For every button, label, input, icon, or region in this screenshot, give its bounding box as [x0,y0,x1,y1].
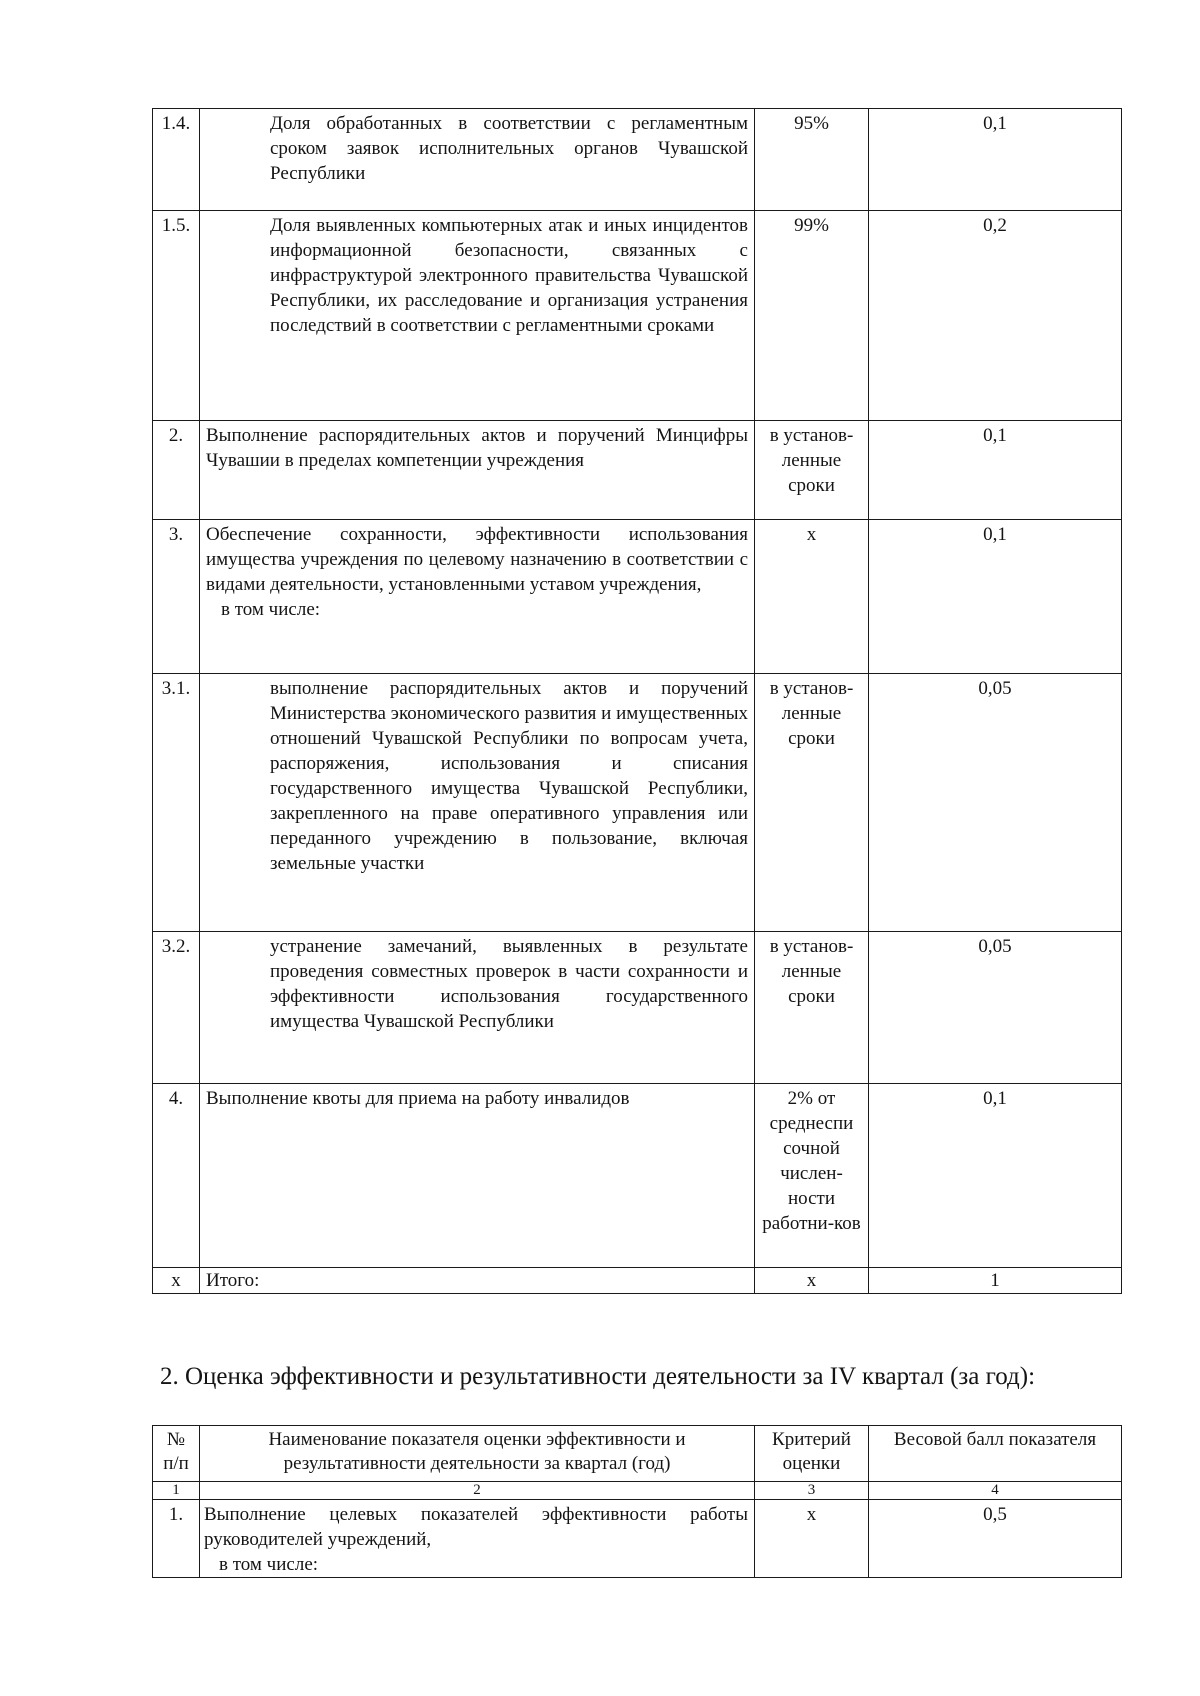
including-label: в том числе: [221,599,321,620]
indicator-name [200,1500,755,1578]
table-row [153,932,1122,1084]
weight-score: 0,2 [869,211,1122,421]
weight-score: 0,5 [869,1500,1122,1578]
indicator-name [200,520,755,674]
header-score: Весовой балл показателя [869,1426,1122,1482]
weight-score: 0,1 [869,109,1122,211]
row-number: 3.1. [153,674,200,932]
weight-score: 0,05 [869,932,1122,1084]
criterion: 95% [755,109,869,211]
section-heading: 2. Оценка эффективности и результативности деятельности за IV квартал (за год): [160,1363,1036,1390]
indicator-name: Доля выявленных компьютерных атак и иных инцидентов информационной безопасности, связанных с инфраструктурой электронного правительства Чувашской Республики, их расследование и организация устранения последствий в соответствии с регламентными сроками [200,211,755,421]
row-number: 3.2. [153,932,200,1084]
table-row [153,1500,1122,1578]
indicator-name: Доля обработанных в соответствии с регламентным сроком заявок исполнительных органов Чувашской Республики [200,109,755,211]
header-row [153,1426,1122,1482]
criterion: в установ-ленные сроки [755,932,869,1084]
header-name: Наименование показателя оценки эффективности и результативности деятельности за квартал (год) [200,1426,755,1482]
table-row [153,674,1122,932]
indicator-text: Обеспечение сохранности, эффективности использования имущества учреждения по целевому назначению в соответствии с видами деятельности, установленными уставом учреждения, [206,524,748,595]
weight-score: 0,05 [869,674,1122,932]
row-number: 3. [153,520,200,674]
row-number: 4. [153,1084,200,1268]
total-score: 1 [869,1268,1122,1294]
table-row [153,211,1122,421]
row-number: 1. [153,1500,200,1578]
table-row [153,421,1122,520]
header-number: № п/п [153,1426,200,1482]
table-row [153,109,1122,211]
criterion: 2% от среднеспи сочной числен-ности работни-ков [755,1084,869,1268]
row-number: 1.4. [153,109,200,211]
criterion: 99% [755,211,869,421]
column-index: 2 [200,1482,755,1500]
total-label: Итого: [200,1268,755,1294]
total-number: х [153,1268,200,1294]
column-index: 1 [153,1482,200,1500]
evaluation-table-q4 [152,1425,1122,1578]
row-number: 1.5. [153,211,200,421]
weight-score: 0,1 [869,520,1122,674]
total-criterion: х [755,1268,869,1294]
indicator-name: Выполнение распорядительных актов и поручений Минцифры Чувашии в пределах компетенции учреждения [200,421,755,520]
table-row [153,520,1122,674]
criterion: х [755,520,869,674]
indicator-name: выполнение распорядительных актов и поручений Министерства экономического развития и имущественных отношений Чувашской Республики по вопросам учета, распоряжения, использования и списания государственного имущества Чувашской Республики, закрепленного на праве оперативного управления или переданного учреждению в пользование, включая земельные участки [200,674,755,932]
criterion: в установ-ленные сроки [755,674,869,932]
criterion: х [755,1500,869,1578]
header-criterion: Критерий оценки [755,1426,869,1482]
row-number: 2. [153,421,200,520]
column-index: 4 [869,1482,1122,1500]
evaluation-table-continued [152,108,1122,1294]
indicator-name: Выполнение квоты для приема на работу инвалидов [200,1084,755,1268]
column-index-row [153,1482,1122,1500]
weight-score: 0,1 [869,1084,1122,1268]
total-row [153,1268,1122,1294]
criterion: в установ-ленные сроки [755,421,869,520]
table-row [153,1084,1122,1268]
indicator-name: устранение замечаний, выявленных в результате проведения совместных проверок в части сохранности и эффективности использования государственного имущества Чувашской Республики [200,932,755,1084]
column-index: 3 [755,1482,869,1500]
weight-score: 0,1 [869,421,1122,520]
including-label: в том числе: [219,1554,319,1575]
indicator-text: Выполнение целевых показателей эффективности работы руководителей учреждений, [204,1504,748,1550]
